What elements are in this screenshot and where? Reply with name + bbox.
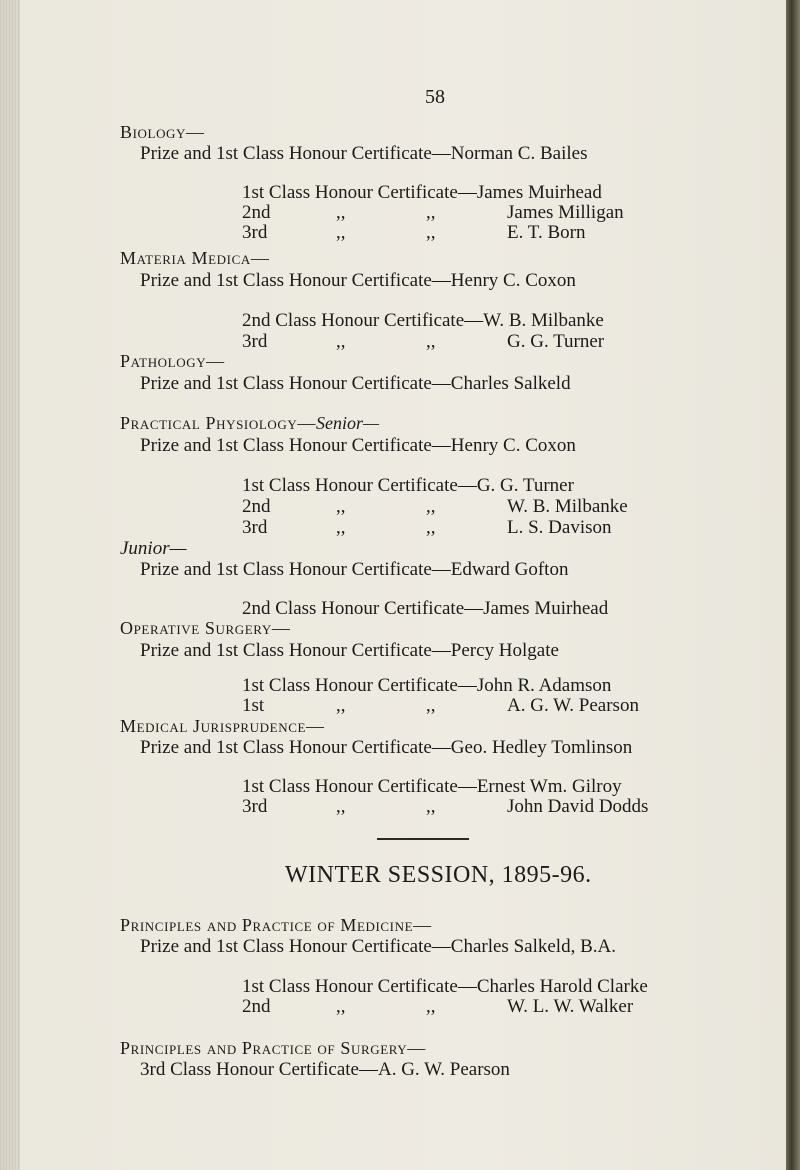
medicine-row-2-ditto2: ,, (426, 996, 436, 1017)
medicine-row-2-ditto: ,, (336, 996, 346, 1017)
materia-row-2-name: G. G. Turner (507, 331, 605, 352)
jurisprudence-prize: Prize and 1st Class Honour Certificate—Geo. Hedley Tomlinson (140, 737, 633, 758)
jurisprudence-row-2-ditto2: ,, (426, 796, 436, 817)
biology-row-3-name: E. T. Born (507, 222, 586, 243)
divider-rule (377, 838, 469, 840)
heading-principles-surgery: Principles and Practice of Surgery— (120, 1038, 426, 1058)
operative-row-2-ditto2: ,, (426, 695, 436, 716)
biology-row-2-name: James Milligan (507, 202, 624, 223)
physiology-row-2-name: W. B. Milbanke (507, 496, 628, 517)
heading-medical-jurisprudence: Medical Jurisprudence— (120, 716, 325, 736)
medicine-prize: Prize and 1st Class Honour Certificate—Charles Salkeld, B.A. (140, 936, 616, 957)
physiology-row-3-name: L. S. Davison (507, 517, 612, 538)
heading-pathology: Pathology— (120, 351, 225, 371)
winter-session-title: WINTER SESSION, 1895-96. (285, 862, 592, 888)
page-number: 58 (425, 86, 445, 108)
materia-row-2-ditto2: ,, (426, 331, 436, 352)
physiology-row-3-ditto: ,, (336, 517, 346, 538)
operative-row-1: 1st Class Honour Certificate—John R. Adamson (242, 675, 612, 696)
biology-row-2-ditto: ,, (336, 202, 346, 223)
binding-gutter (0, 0, 20, 1170)
jurisprudence-row-2-ditto: ,, (336, 796, 346, 817)
biology-row-3-ditto: ,, (336, 222, 346, 243)
surgery-line: 3rd Class Honour Certificate—A. G. W. Pearson (140, 1059, 510, 1080)
pathology-prize: Prize and 1st Class Honour Certificate—Charles Salkeld (140, 373, 571, 394)
heading-practical-physiology (120, 413, 379, 434)
biology-row-3-ditto2: ,, (426, 222, 436, 243)
physiology-prize: Prize and 1st Class Honour Certificate—Henry C. Coxon (140, 435, 576, 456)
heading-principles-medicine: Principles and Practice of Medicine— (120, 915, 432, 935)
heading-senior: Senior— (315, 413, 379, 433)
junior-label: Junior— (120, 538, 187, 559)
page-edge (786, 0, 800, 1170)
medicine-row-2-ord: 2nd (242, 996, 271, 1017)
operative-prize: Prize and 1st Class Honour Certificate—Percy Holgate (140, 640, 559, 661)
heading-materia-medica: Materia Medica— (120, 248, 270, 268)
physiology-row-3-ord: 3rd (242, 517, 268, 538)
biology-row-2-ord: 2nd (242, 202, 271, 223)
materia-row-1: 2nd Class Honour Certificate—W. B. Milbanke (242, 310, 604, 331)
medicine-row-2-name: W. L. W. Walker (507, 996, 634, 1017)
physiology-row-3-ditto2: ,, (426, 517, 436, 538)
biology-row-2-ditto2: ,, (426, 202, 436, 223)
biology-row-3-ord: 3rd (242, 222, 268, 243)
heading-biology: Biology— (120, 122, 205, 142)
physiology-row-2-ditto: ,, (336, 496, 346, 517)
biology-prize: Prize and 1st Class Honour Certificate—Norman C. Bailes (140, 143, 588, 164)
medicine-row-1: 1st Class Honour Certificate—Charles Harold Clarke (242, 976, 648, 997)
biology-row-1: 1st Class Honour Certificate—James Muirhead (242, 182, 602, 203)
operative-row-2-ditto: ,, (336, 695, 346, 716)
operative-row-2-ord: 1st (242, 695, 265, 716)
materia-row-2-ditto: ,, (336, 331, 346, 352)
heading-operative-surgery: Operative Surgery— (120, 618, 291, 638)
operative-row-2-name: A. G. W. Pearson (507, 695, 639, 716)
jurisprudence-row-1: 1st Class Honour Certificate—Ernest Wm. Gilroy (242, 776, 622, 797)
physiology-row-2-ditto2: ,, (426, 496, 436, 517)
materia-prize: Prize and 1st Class Honour Certificate—Henry C. Coxon (140, 270, 576, 291)
jurisprudence-row-2-ord: 3rd (242, 796, 268, 817)
junior-prize: Prize and 1st Class Honour Certificate—Edward Gofton (140, 559, 569, 580)
physiology-row-2-ord: 2nd (242, 496, 271, 517)
materia-row-2-ord: 3rd (242, 331, 268, 352)
junior-row: 2nd Class Honour Certificate—James Muirhead (242, 598, 609, 619)
jurisprudence-row-2-name: John David Dodds (507, 796, 649, 817)
physiology-row-1: 1st Class Honour Certificate—G. G. Turner (242, 475, 574, 496)
heading-practical-physiology-text: Practical Physiology— (120, 413, 316, 433)
